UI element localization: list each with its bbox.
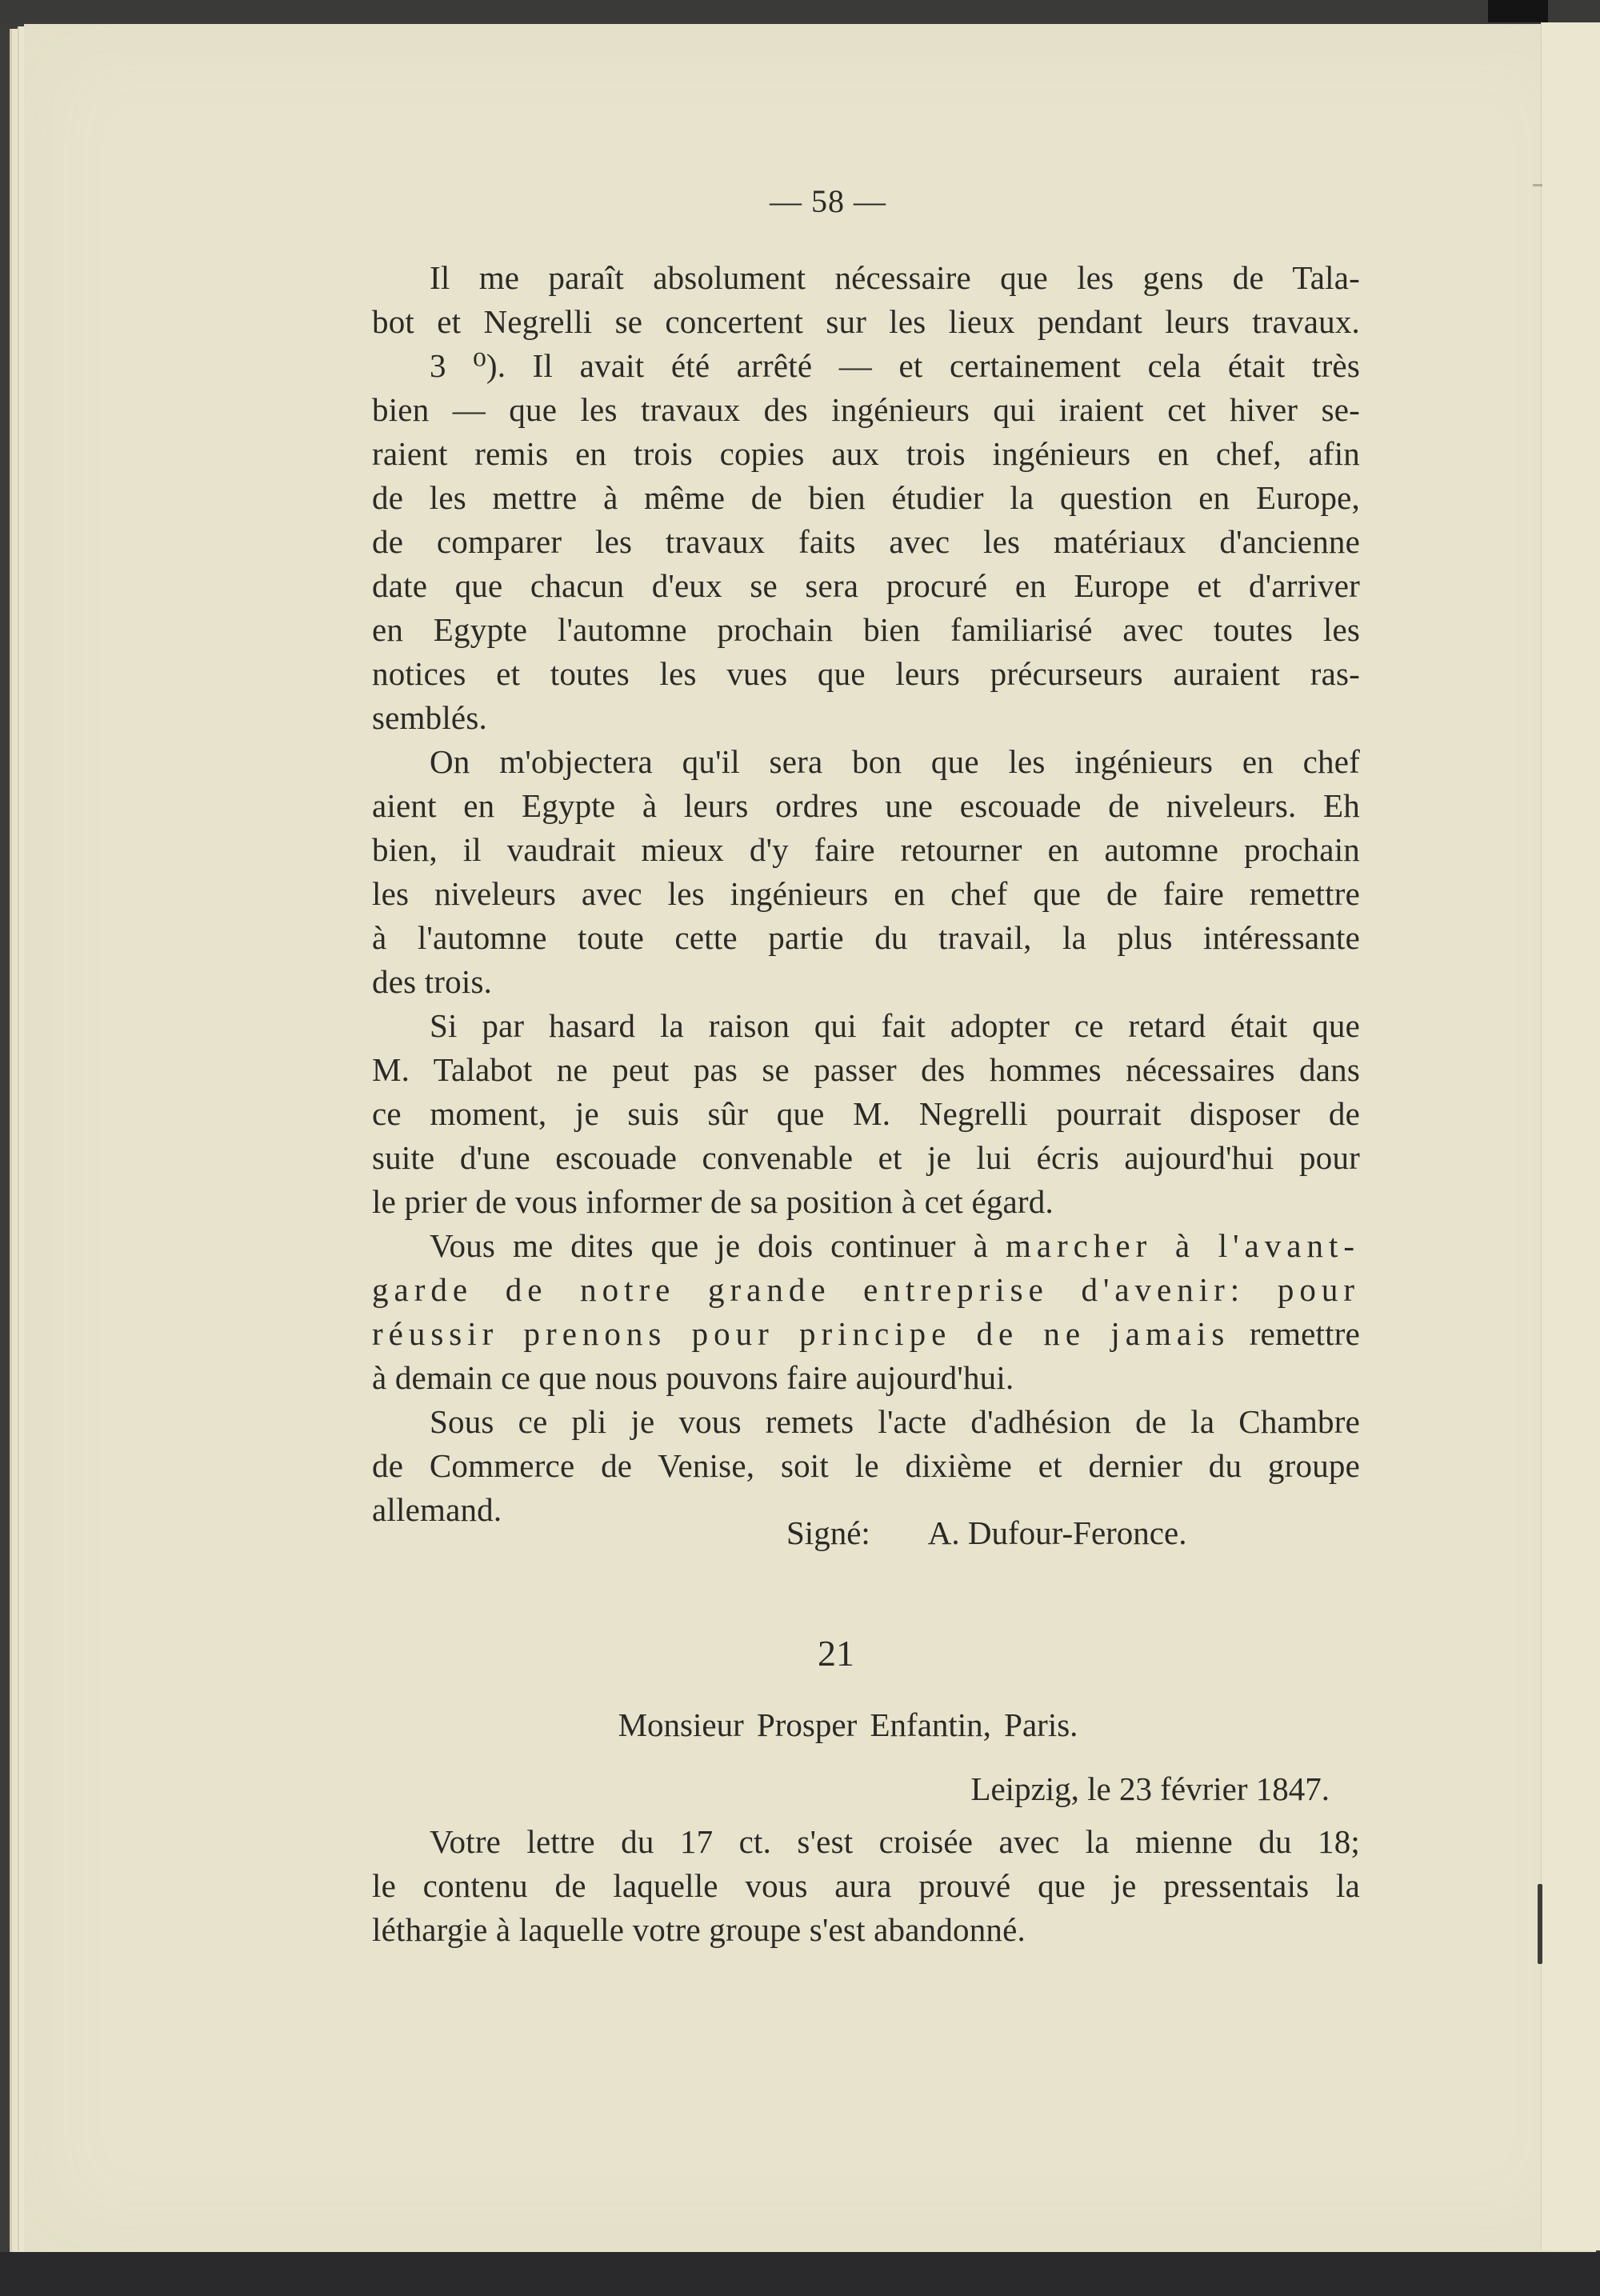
text-run: remettre bbox=[1230, 1315, 1360, 1352]
signature-block bbox=[786, 1514, 1186, 1552]
letter-addressee: Monsieur Prosper Enfantin, Paris. bbox=[618, 1706, 1078, 1743]
text-line: allemand. bbox=[372, 1491, 502, 1528]
text-line: de les mettre à même de bien étudier la question en Europe, bbox=[372, 479, 1360, 516]
text-line: semblés. bbox=[372, 699, 487, 736]
text-line: 3 ⁰). Il avait été arrêté — et certainement cela était très bbox=[430, 347, 1360, 384]
letter-number: 21 bbox=[818, 1633, 854, 1674]
text-line: bien — que les travaux des ingénieurs qui iraient cet hiver se- bbox=[372, 391, 1360, 428]
text-line: ce moment, je suis sûr que M. Negrelli pourrait disposer de bbox=[372, 1095, 1360, 1132]
text-line-spaced: garde de notre grande entreprise d'avenir: pour bbox=[372, 1271, 1360, 1308]
signature-name: A. Dufour-Feronce. bbox=[927, 1514, 1187, 1551]
text-line: à l'automne toute cette partie du travail, la plus intéressante bbox=[372, 919, 1360, 956]
scan-backdrop-bottom bbox=[0, 2252, 1600, 2296]
page-number: — 58 — bbox=[770, 183, 886, 219]
text-line: bot et Negrelli se concertent sur les lieux pendant leurs travaux. bbox=[372, 303, 1360, 340]
text-line: à demain ce que nous pouvons faire aujourd'hui. bbox=[372, 1359, 1014, 1396]
text-line: le contenu de laquelle vous aura prouvé que je pressentais la bbox=[372, 1867, 1360, 1904]
text-line: Votre lettre du 17 ct. s'est croisée avec la mienne du 18; bbox=[430, 1823, 1360, 1860]
text-line: Il me paraît absolument nécessaire que les gens de Tala- bbox=[430, 259, 1360, 296]
text-line: léthargie à laquelle votre groupe s'est abandonné. bbox=[372, 1911, 1026, 1948]
page-edge-marker bbox=[1538, 1884, 1542, 1964]
letter-dateline: Leipzig, le 23 février 1847. bbox=[970, 1770, 1330, 1807]
text-line: Si par hasard la raison qui fait adopter ce retard était que bbox=[430, 1007, 1360, 1044]
text-line: de comparer les travaux faits avec les matériaux d'ancienne bbox=[372, 523, 1360, 560]
page-edge-tick bbox=[1533, 184, 1542, 186]
text-line: On m'objectera qu'il sera bon que les ingénieurs en chef bbox=[430, 743, 1360, 780]
text-line: aient en Egypte à leurs ordres une escouade de niveleurs. Eh bbox=[372, 787, 1360, 824]
text-line: notices et toutes les vues que leurs précurseurs auraient ras- bbox=[372, 655, 1360, 692]
text-line: suite d'une escouade convenable et je lui écris aujourd'hui pour bbox=[372, 1139, 1360, 1176]
adjacent-page-edge bbox=[1541, 22, 1600, 2250]
text-line: Sous ce pli je vous remets l'acte d'adhésion de la Chambre bbox=[430, 1403, 1360, 1440]
scan-backdrop-top bbox=[0, 0, 1600, 24]
text-line: bien, il vaudrait mieux d'y faire retourner en automne prochain bbox=[372, 831, 1360, 868]
text-line: les niveleurs avec les ingénieurs en chef que de faire remettre bbox=[372, 875, 1360, 912]
text-line-spaced bbox=[372, 1312, 1360, 1356]
scan-backdrop-clip bbox=[1488, 0, 1548, 22]
text-run-spaced: marcher à l'avant- bbox=[1005, 1227, 1360, 1264]
text-run-spaced: réussir prenons pour principe de ne jamais bbox=[372, 1315, 1230, 1352]
text-line-spaced bbox=[430, 1224, 1360, 1268]
text-line: M. Talabot ne peut pas se passer des hommes nécessaires dans bbox=[372, 1051, 1360, 1088]
signature-label: Signé: bbox=[786, 1514, 870, 1551]
text-line: en Egypte l'automne prochain bien familiarisé avec toutes les bbox=[372, 611, 1360, 648]
text-run: Vous me dites que je dois continuer à bbox=[430, 1227, 1006, 1264]
text-line: le prier de vous informer de sa position à cet égard. bbox=[372, 1183, 1054, 1220]
text-line: des trois. bbox=[372, 963, 493, 1000]
text-line: raient remis en trois copies aux trois ingénieurs en chef, afin bbox=[372, 435, 1360, 472]
text-line: date que chacun d'eux se sera procuré en Europe et d'arriver bbox=[372, 567, 1360, 604]
text-line: de Commerce de Venise, soit le dixième et dernier du groupe bbox=[372, 1447, 1360, 1484]
